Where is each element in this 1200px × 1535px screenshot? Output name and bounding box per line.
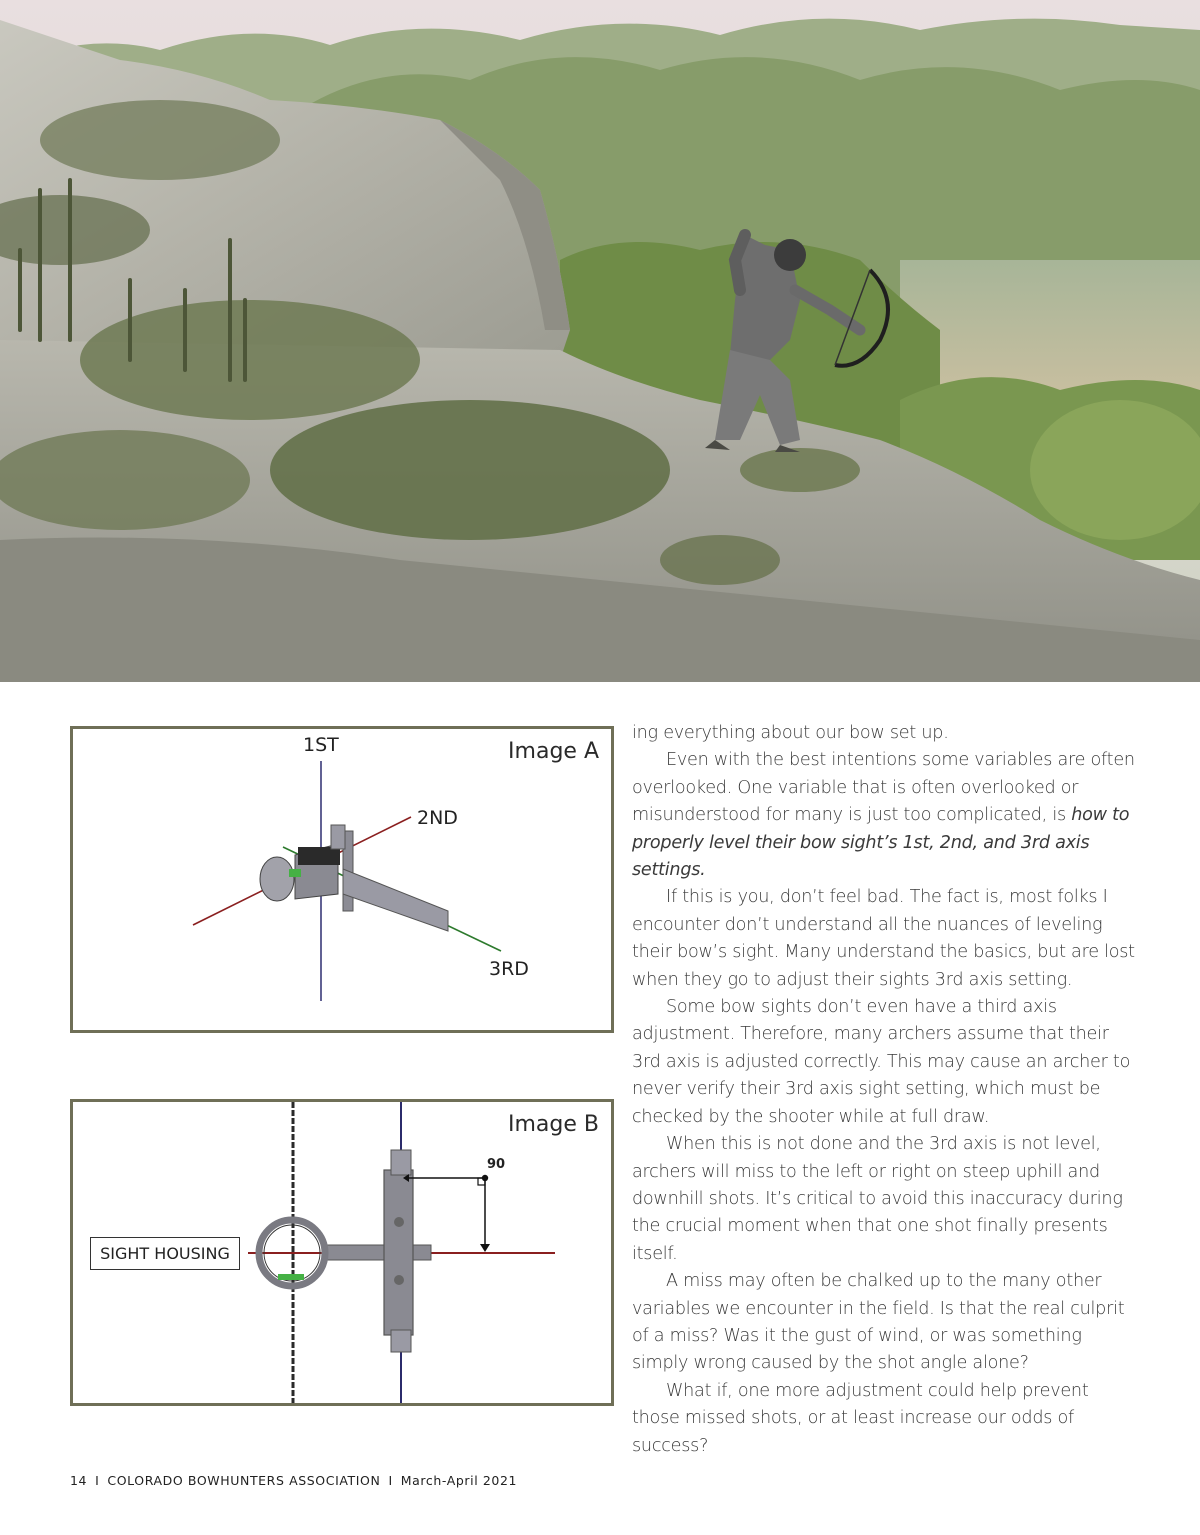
paragraph: A miss may often be chalked up to the many other variables we encounter in the field. Is that the real culprit of a miss? Was it the gust of wind, or was something simply wrong caused by the shot angle alone? xyxy=(632,1271,1125,1374)
sight-housing-label: SIGHT HOUSING xyxy=(90,1237,240,1270)
paragraph-emphasis: how to properly level their bow sight’s 1st, 2nd, and 3rd axis settings. xyxy=(632,805,1130,881)
paragraph: If this is you, don’t feel bad. The fact is, most folks I encounter don’t understand all the nuances of leveling their bow’s sight. Many understand the basics, but are lost when they go to adjust their sights 3rd axis setting. xyxy=(632,887,1135,990)
paragraph: Some bow sights don’t even have a third axis adjustment. Therefore, many archers assume that their 3rd axis is adjusted correctly. This may cause an archer to never verify their 3rd axis sight setting, which must be checked by the shooter while at full draw. xyxy=(632,997,1131,1127)
article-body xyxy=(632,720,1136,1460)
paragraph: When this is not done and the 3rd axis is not level, archers will miss to the left or right on steep uphill and downhill shots. It’s critical to avoid this inaccuracy during the crucial moment when that one shot finally presents itself. xyxy=(632,1134,1123,1264)
figure-image-b xyxy=(70,1099,614,1406)
paragraph xyxy=(632,747,1136,884)
footer-separator: I xyxy=(95,1473,100,1488)
figure-image-a xyxy=(70,726,614,1033)
sight-axes-diagram xyxy=(73,729,611,1030)
footer-issue: March-April 2021 xyxy=(400,1473,518,1488)
image-a-title: Image A xyxy=(508,739,599,764)
axis-label-2nd: 2ND xyxy=(417,807,458,829)
hero-photo xyxy=(0,0,1200,682)
angle-label: 90 xyxy=(487,1157,506,1172)
page-footer xyxy=(70,1473,517,1488)
footer-org: COLORADO BOWHUNTERS ASSOCIATION xyxy=(107,1473,381,1488)
axis-label-3rd: 3RD xyxy=(489,958,529,980)
paragraph: What if, one more adjustment could help prevent those missed shots, or at least increase our odds of success? xyxy=(632,1380,1089,1456)
page-number: 14 xyxy=(70,1473,88,1488)
paragraph-text: Even with the best intentions some variables are often overlooked. One variable that is often overlooked or misunderstood for many is just too complicated, is xyxy=(632,750,1135,826)
paragraph: ing everything about our bow set up. xyxy=(632,723,949,743)
axis-label-1st: 1ST xyxy=(303,734,339,756)
archer-photo-icon xyxy=(0,0,1200,682)
image-b-title: Image B xyxy=(508,1112,599,1137)
footer-separator: I xyxy=(388,1473,393,1488)
